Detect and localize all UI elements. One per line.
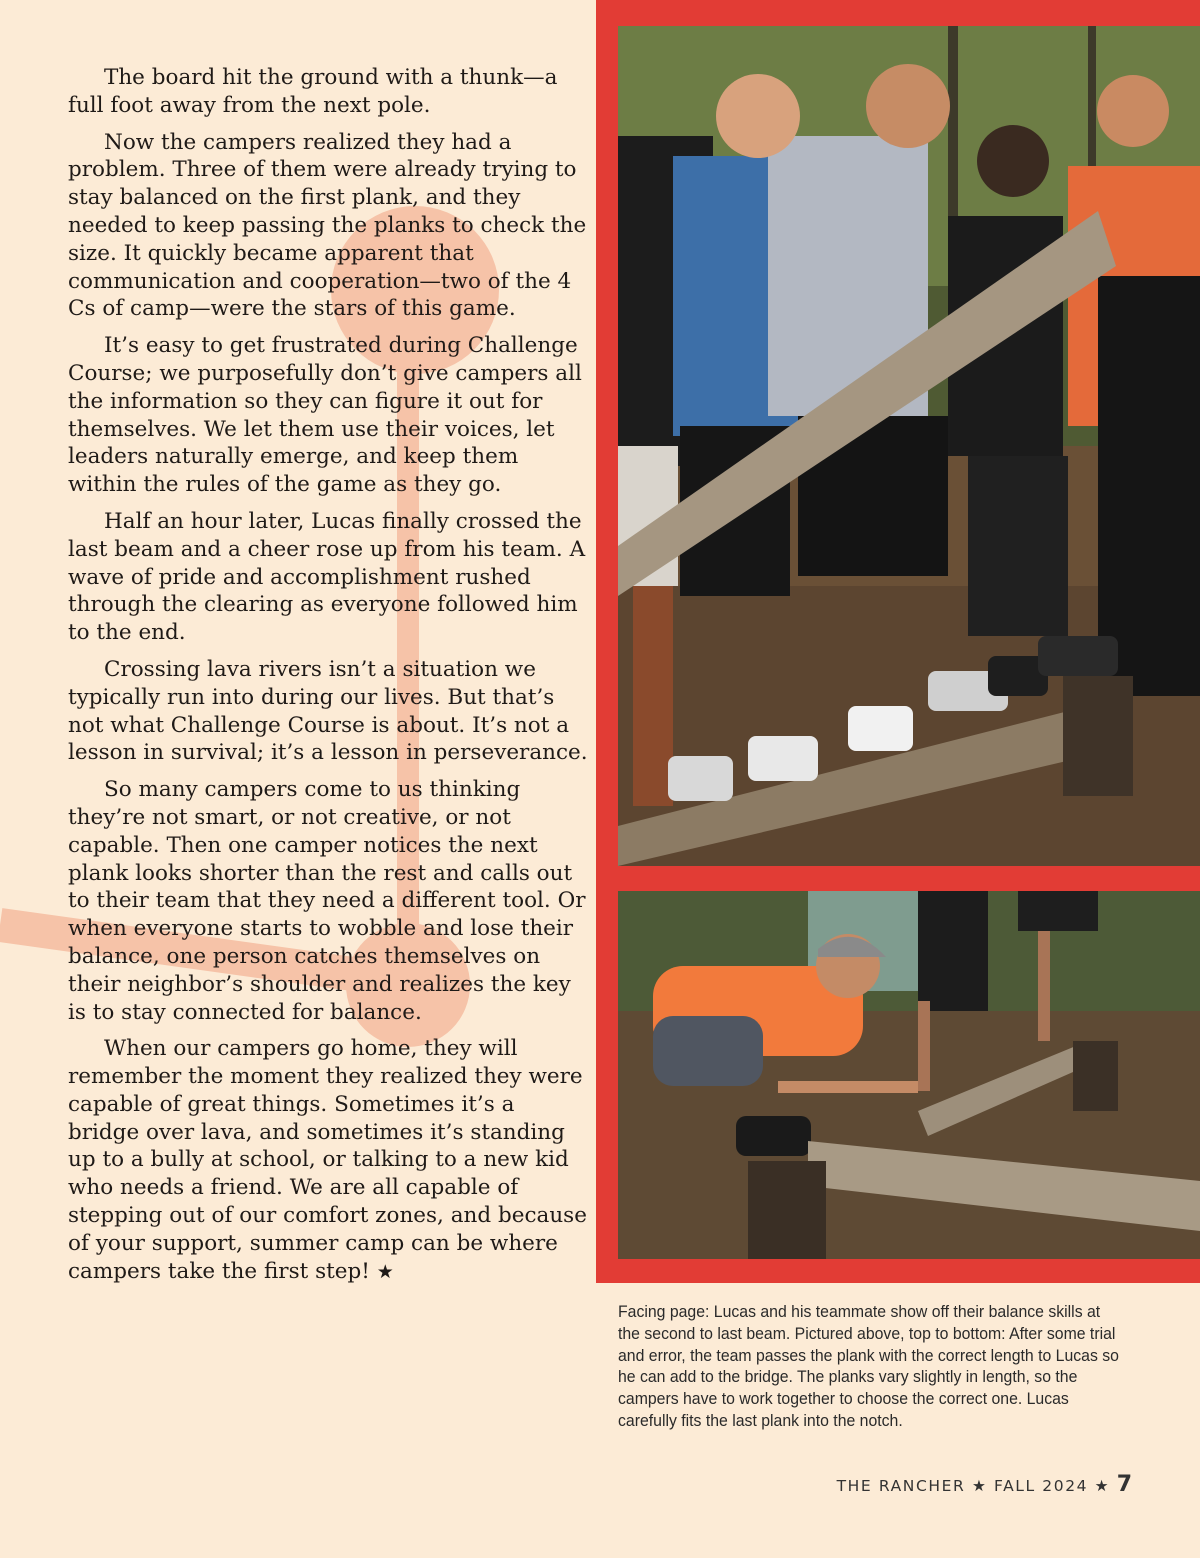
page-footer (837, 1472, 1132, 1497)
article-paragraph: Half an hour later, Lucas finally crossed the last beam and a cheer rose up from his team. A wave of pride and accomplishment rushed through the clearing as everyone followed him to the end. (68, 508, 586, 646)
article-paragraph: Now the campers realized they had a problem. Three of them were already trying to stay balanced on the first plank, and they needed to keep passing the planks to check the size. It quickly became apparent that communication and cooperation—two of the 4 Cs of camp—were the stars of this game. (68, 129, 587, 322)
article-paragraph-last (68, 1035, 588, 1286)
page-number: 7 (1116, 1472, 1132, 1497)
article-paragraph: Crossing lava rivers isn’t a situation we typically run into during our lives. But that’s not what Challenge Course is about. It’s not a lesson in survival; it’s a lesson in perseverance. (68, 656, 588, 766)
photo-frame (596, 0, 1200, 1283)
article-paragraph: It’s easy to get frustrated during Challenge Course; we purposefully don’t give campers all the information so they can figure it out for themselves. We let them use their voices, let leaders naturally emerge, and keep them within the rules of the game as they go. (68, 333, 582, 498)
end-mark-star-icon: ★ (376, 1260, 394, 1283)
separator-star-icon: ★ (971, 1477, 988, 1495)
publication-name: THE RANCHER (836, 1477, 966, 1495)
photo-lucas-fitting-plank (618, 891, 1200, 1259)
article-paragraph: So many campers come to us thinking they’re not smart, or not creative, or not capable. Then one camper notices the next plank looks shorter than the rest and calls out to their team that they need a different tool. Or when everyone starts to wobble and lose their balance, one person catches themselves on their neighbor’s shoulder and realizes the key is to stay connected for balance. (68, 777, 586, 1025)
issue-label: FALL 2024 (993, 1477, 1089, 1495)
separator-star-icon: ★ (1094, 1477, 1111, 1495)
article-paragraph-text: When our campers go home, they will remember the moment they realized they were capable of great things. Sometimes it’s a bridge over lava, and sometimes it’s standing up to a bully at school, or talking to a new kid who needs a friend. We are all capable of stepping out of our comfort zones, and because of your support, summer camp can be where campers take the first step! (68, 1036, 587, 1284)
article-paragraph: The board hit the ground with a thunk—a full foot away from the next pole. (68, 65, 558, 118)
photo-campers-passing-plank (618, 26, 1200, 866)
article-body (68, 64, 588, 1295)
photo-caption: Facing page: Lucas and his teammate show off their balance skills at the second to last beam. Pictured above, top to bottom: After some trial and error, the team passes the plank with the correct length to Lucas so he can add to the bridge. The planks vary slightly in length, so the campers have to work together to choose the correct one. Lucas carefully fits the last plank into the notch. (618, 1302, 1119, 1430)
